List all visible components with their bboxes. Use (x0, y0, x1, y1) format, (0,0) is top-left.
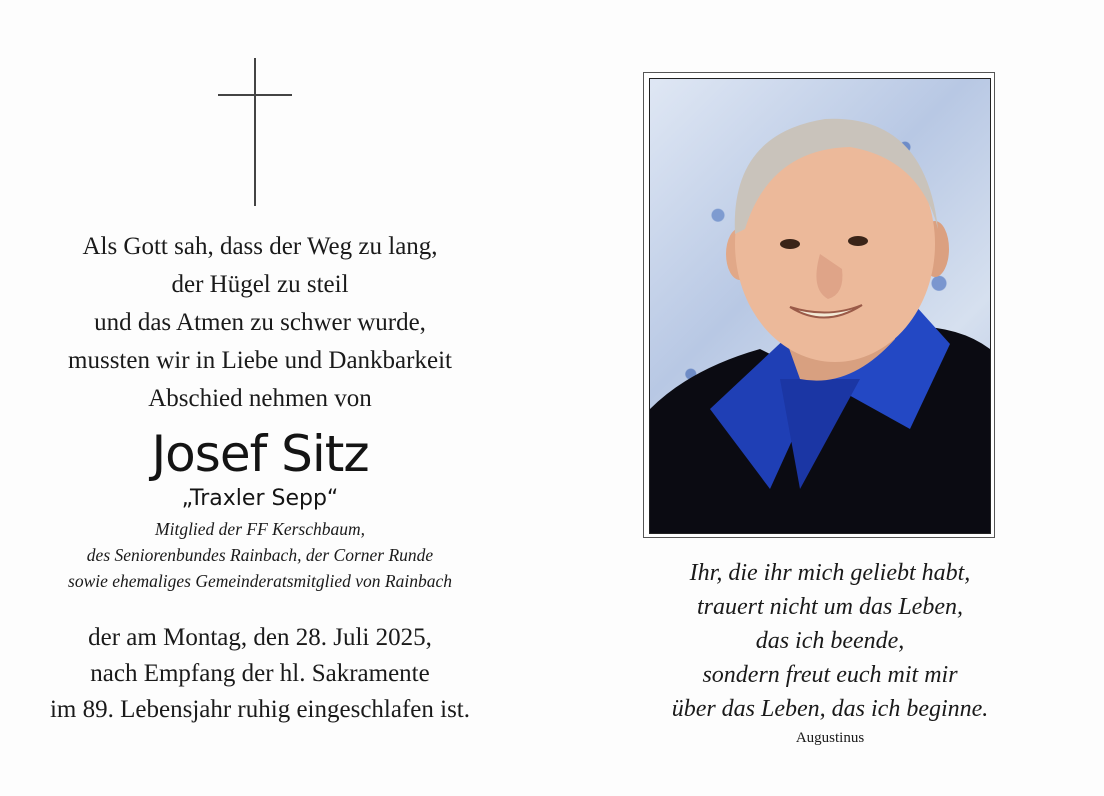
membership-line: des Seniorenbundes Rainbach, der Corner Runde (86, 545, 434, 565)
cross-vertical-bar (254, 58, 256, 206)
deceased-name: Josef Sitz (151, 425, 369, 483)
nickname: „Traxler Sepp“ (181, 486, 339, 511)
quote (620, 556, 1040, 726)
verse-line: mussten wir in Liebe und Dankbarkeit (68, 347, 452, 374)
verse-line: Abschied nehmen von (148, 385, 372, 412)
quote-line: über das Leben, das ich beginne. (671, 696, 989, 722)
membership-line: Mitglied der FF Kerschbaum, (155, 519, 365, 539)
verse-line: Als Gott sah, dass der Weg zu lang, (82, 233, 438, 260)
cross-icon (218, 58, 294, 206)
portrait-photo (649, 78, 991, 534)
quote-line: das ich beende, (755, 628, 905, 654)
eye-right (848, 236, 868, 246)
verse (0, 228, 520, 418)
cross-horizontal-bar (218, 94, 292, 96)
death-notice-line: der am Montag, den 28. Juli 2025, (88, 624, 432, 651)
membership (0, 516, 520, 594)
portrait-illustration (650, 79, 990, 533)
quote-line: trauert nicht um das Leben, (697, 594, 963, 620)
verse-line: und das Atmen zu schwer wurde, (94, 309, 426, 336)
death-notice-line: nach Empfang der hl. Sakramente (90, 660, 430, 687)
quote-line: Ihr, die ihr mich geliebt habt, (689, 560, 971, 586)
portrait-frame (643, 72, 995, 538)
quote-author: Augustinus (795, 730, 865, 746)
verse-line: der Hügel zu steil (171, 271, 349, 298)
quote-line: sondern freut euch mit mir (702, 662, 958, 688)
membership-line: sowie ehemaliges Gemeinderatsmitglied von Rainbach (68, 571, 452, 591)
death-notice-line: im 89. Lebensjahr ruhig eingeschlafen ist. (49, 696, 471, 723)
death-notice (0, 620, 520, 728)
eye-left (780, 239, 800, 249)
